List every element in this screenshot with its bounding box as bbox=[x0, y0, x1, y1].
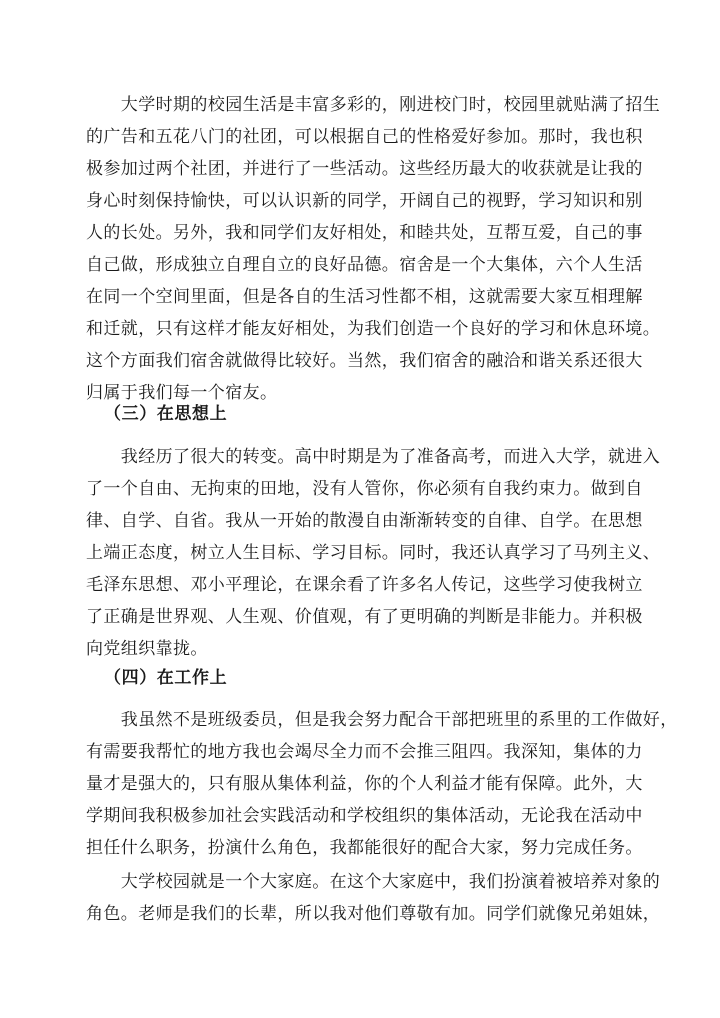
text-line: 了正确是世界观、人生观、价值观，有了更明确的判断是非能力。并积极 bbox=[86, 607, 643, 627]
text-line: 大学时期的校园生活是丰富多彩的，刚进校门时，校园里就贴满了招生 bbox=[86, 95, 661, 115]
text-line: 有需要我帮忙的地方我也会竭尽全力而不会推三阻四。我深知，集体的力 bbox=[86, 742, 643, 762]
text-line: 和迁就，只有这样才能友好相处，为我们创造一个良好的学习和休息环境。 bbox=[86, 319, 661, 339]
text-line: 律、自学、自省。我从一开始的散漫自由渐渐转变的自律、自学。在思想 bbox=[86, 511, 643, 531]
text-line: 担任什么职务，扮演什么角色，我都能很好的配合大家，努力完成任务。 bbox=[86, 838, 643, 858]
text-line: 了一个自由、无拘束的田地，没有人管你，你必须有自我约束力。做到自 bbox=[86, 479, 643, 499]
text-line: 向党组织靠拢。 bbox=[86, 639, 208, 659]
text-line: 在同一个空间里面，但是各自的生活习性都不相，这就需要大家互相理解 bbox=[86, 287, 643, 307]
paragraph-work bbox=[86, 704, 678, 864]
text-line: 角色。老师是我们的长辈，所以我对他们尊敬有加。同学们就像兄弟姐妹， bbox=[86, 904, 661, 924]
text-line: 上端正态度，树立人生目标、学习目标。同时，我还认真学习了马列主义、 bbox=[86, 543, 661, 563]
section-heading-work: （四）在工作上 bbox=[104, 668, 228, 688]
text-line: 极参加过两个社团，并进行了一些活动。这些经历最大的收获就是让我的 bbox=[86, 159, 643, 179]
section-heading-thought: （三）在思想上 bbox=[104, 404, 228, 424]
text-line: 我经历了很大的转变。高中时期是为了准备高考，而进入大学，就进入 bbox=[86, 447, 661, 467]
text-line: 量才是强大的，只有服从集体利益，你的个人利益才能有保障。此外，大 bbox=[86, 774, 643, 794]
text-line: 人的长处。另外，我和同学们友好相处，和睦共处，互帮互爱，自己的事 bbox=[86, 223, 643, 243]
text-line: 学期间我积极参加社会实践活动和学校组织的集体活动，无论我在活动中 bbox=[86, 806, 643, 826]
text-line: 归属于我们每一个宿友。 bbox=[86, 383, 278, 403]
text-line: 身心时刻保持愉快，可以认识新的同学，开阔自己的视野，学习知识和别 bbox=[86, 191, 643, 211]
text-line: 的广告和五花八门的社团，可以根据自己的性格爱好参加。那时，我也积 bbox=[86, 127, 643, 147]
paragraph-family bbox=[86, 866, 661, 930]
paragraph-campus-life bbox=[86, 89, 661, 409]
text-line: 我虽然不是班级委员，但是我会努力配合干部把班里的系里的工作做好， bbox=[86, 710, 678, 730]
text-line: 大学校园就是一个大家庭。在这个大家庭中，我们扮演着被培养对象的 bbox=[86, 872, 661, 892]
text-line: 这个方面我们宿舍就做得比较好。当然，我们宿舍的融洽和谐关系还很大 bbox=[86, 351, 643, 371]
paragraph-thought bbox=[86, 441, 661, 665]
text-line: 毛泽东思想、邓小平理论，在课余看了许多名人传记，这些学习使我树立 bbox=[86, 575, 643, 595]
text-line: 自己做，形成独立自理自立的良好品德。宿舍是一个大集体，六个人生活 bbox=[86, 255, 643, 275]
